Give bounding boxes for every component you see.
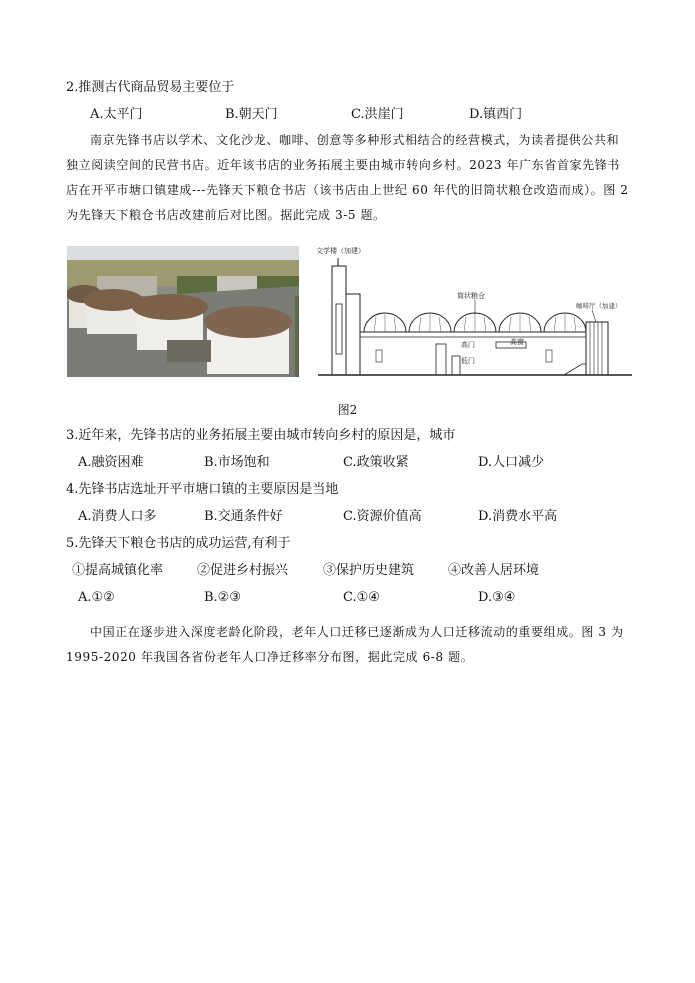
q2-option-a: A.太平门 [90, 107, 143, 122]
q4-option-c: C.资源价值高 [343, 509, 422, 524]
high-door-label: 高门 [461, 341, 475, 349]
question-3-stem: 3.近年来，先锋书店的业务拓展主要由城市转向乡村的原因是，城市 [66, 428, 456, 443]
q3-option-b: B.市场饱和 [204, 455, 270, 470]
silo-label: 筒状粮仓 [457, 292, 485, 300]
low-door-label: 低门 [461, 357, 475, 365]
q5-option-b: B.②③ [204, 590, 241, 605]
question-5-stem: 5.先锋天下粮仓书店的成功运营,有利于 [66, 536, 291, 551]
high-window-label: 高窗 [510, 338, 524, 346]
figure-2-caption: 图2 [337, 403, 358, 417]
cafe-label: 咖啡厅（加建） [576, 302, 622, 310]
q2-option-d: D.镇西门 [469, 107, 523, 122]
intro-paragraph-6-8-text: 中国正在逐步进入深度老龄化阶段，老年人口迁移已逐渐成为人口迁移流动的重要组成。图 3 为 1995-2020 年我国各省份老年人口净迁移率分布图，据此完成 6-8 题。 [66, 625, 624, 664]
granary-photo [67, 246, 299, 377]
q3-option-d: D.人口减少 [478, 455, 545, 470]
q5-statement-3: ③保护历史建筑 [323, 563, 415, 578]
q3-option-a: A.融资困难 [78, 455, 144, 470]
intro-paragraph-6-8 [66, 620, 629, 670]
question-4-stem: 4.先锋书店选址开平市塘口镇的主要原因是当地 [66, 482, 339, 497]
q4-option-a: A.消费人口多 [78, 509, 157, 524]
q3-option-c: C.政策收紧 [343, 455, 409, 470]
q5-option-d: D.③④ [478, 590, 516, 605]
q5-option-a: A.①② [78, 590, 115, 605]
q2-option-b: B.朝天门 [225, 107, 278, 122]
q2-option-c: C.洪崖门 [351, 107, 404, 122]
q4-option-d: D.消费水平高 [478, 509, 558, 524]
intro-paragraph-3-5 [66, 128, 629, 228]
q5-statement-1: ①提高城镇化率 [72, 563, 164, 578]
tower-label: 文学楼（加建） [316, 247, 365, 255]
q5-statement-2: ②促进乡村振兴 [197, 563, 289, 578]
bookstore-elevation-diagram [316, 244, 634, 380]
question-2-stem: 2.推测古代商品贸易主要位于 [66, 80, 235, 95]
q4-option-b: B.交通条件好 [204, 509, 283, 524]
q5-statement-4: ④改善人居环境 [448, 563, 540, 578]
q5-option-c: C.①④ [343, 590, 380, 605]
intro-paragraph-3-5-text: 南京先锋书店以学术、文化沙龙、咖啡、创意等多种形式相结合的经营模式，为读者提供公共和独立阅读空间的民营书店。近年该书店的业务拓展主要由城市转向乡村。2023 年广东省首家先锋书店在开平市塘口镇建成---先锋天下粮仓书店（该书店由上世纪 60 年代的旧筒状粮仓改造而成）。图 2 为先锋天下粮仓书店改建前后对比图。据此完成 3-5 题。 [66, 133, 629, 222]
